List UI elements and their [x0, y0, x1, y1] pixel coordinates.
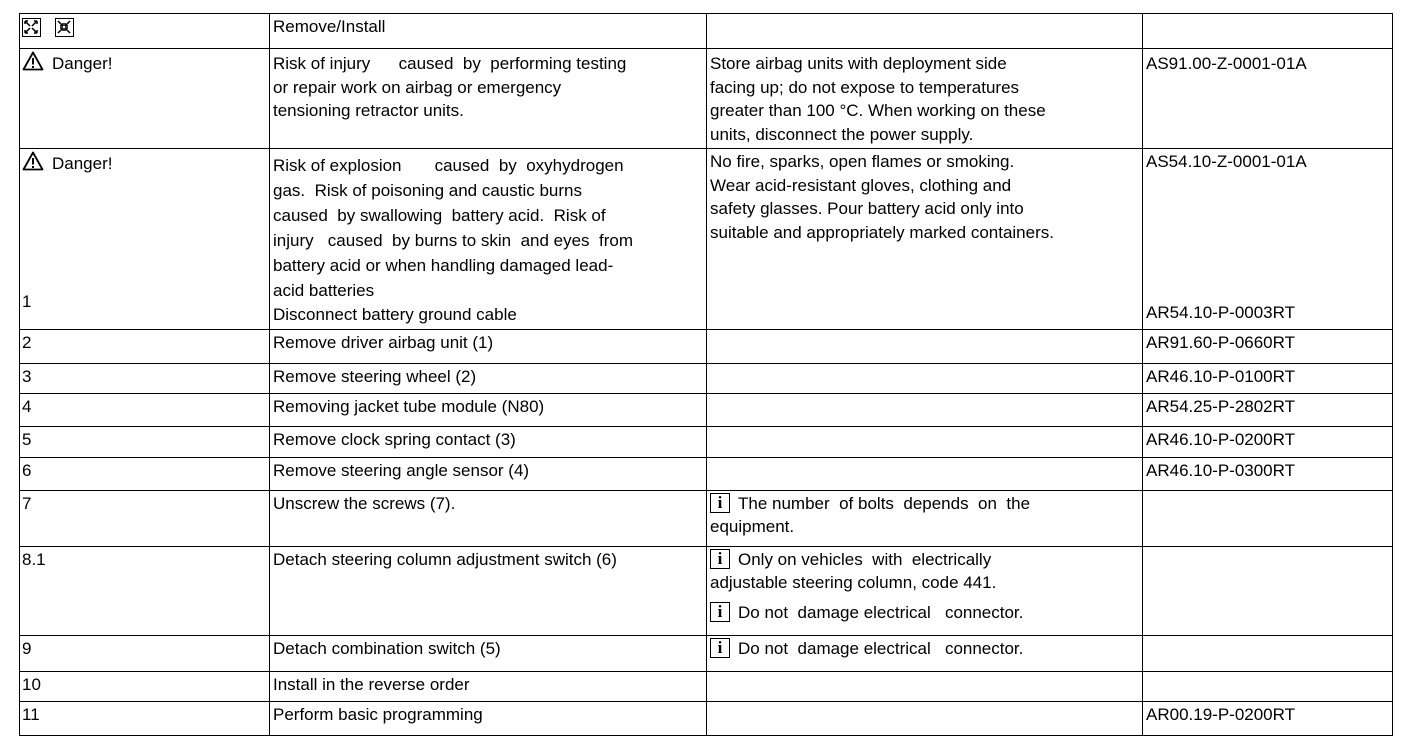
header-row — [20, 14, 1393, 49]
warning-text-line: acid batteries — [273, 281, 375, 300]
reference-cell — [1143, 149, 1393, 330]
warning-text-line: battery acid or when handling damaged lead- — [273, 256, 614, 275]
warning-label: Danger! — [52, 154, 113, 173]
step-row — [20, 671, 1393, 701]
warning-text-line: or repair work on airbag or emergency — [273, 77, 562, 97]
info-note — [710, 637, 1139, 661]
step-number: 3 — [20, 363, 270, 393]
warning-text-line: Risk of explosion caused by oxyhydrogen — [273, 156, 624, 175]
warning-note-line: Store airbag units with deployment side — [710, 54, 1007, 73]
info-note-line: equipment. — [710, 517, 795, 536]
info-icon: i — [710, 549, 730, 569]
step-row — [20, 701, 1393, 735]
step-reference — [1143, 546, 1393, 635]
step-row — [20, 490, 1393, 546]
step-number: 8.1 — [20, 546, 270, 635]
warning-text-cell — [270, 49, 707, 149]
info-icon: i — [710, 602, 730, 622]
step-notes-cell — [707, 426, 1143, 457]
step-notes-cell — [707, 363, 1143, 393]
step-row — [20, 363, 1393, 393]
warning-label: Danger! — [52, 54, 113, 73]
warning-row — [20, 149, 1393, 330]
step-text: Disconnect battery ground cable — [273, 305, 517, 324]
warning-note-line: greater than 100 °C. When working on these — [710, 101, 1046, 120]
warning-note-line: No fire, sparks, open flames or smoking. — [710, 152, 1015, 171]
step-number: 7 — [20, 490, 270, 546]
info-note — [710, 548, 1139, 595]
warning-reference[interactable]: AS54.10-Z-0001-01A — [1146, 152, 1307, 171]
warning-text-line: tensioning retractor units. — [273, 101, 464, 120]
step-reference[interactable]: AR91.60-P-0660RT — [1143, 329, 1393, 363]
step-reference[interactable]: AR54.25-P-2802RT — [1143, 393, 1393, 426]
step-reference[interactable]: AR46.10-P-0100RT — [1143, 363, 1393, 393]
warning-text-line: Risk of injury caused by performing testing — [273, 54, 627, 73]
step-text: Install in the reverse order — [270, 671, 707, 701]
info-icon: i — [710, 638, 730, 658]
warning-text-line: caused by swallowing battery acid. Risk of — [273, 206, 606, 225]
step-notes-cell — [707, 457, 1143, 490]
step-reference[interactable]: AR46.10-P-0200RT — [1143, 426, 1393, 457]
step-text: Unscrew the screws (7). — [270, 490, 707, 546]
warning-label-cell — [20, 149, 270, 330]
info-note-line: Only on vehicles with electrically — [738, 549, 992, 569]
step-row — [20, 426, 1393, 457]
step-number: 2 — [20, 329, 270, 363]
warning-label-cell — [20, 49, 270, 149]
info-icon: i — [710, 493, 730, 513]
info-note — [710, 492, 1139, 539]
warning-text-line: gas. Risk of poisoning and caustic burns — [273, 181, 583, 200]
info-note-line: Do not damage electrical connector. — [738, 602, 1024, 622]
step-text: Remove steering angle sensor (4) — [270, 457, 707, 490]
step-number: 5 — [20, 426, 270, 457]
warning-text-line: injury caused by burns to skin and eyes from — [273, 231, 634, 250]
procedure-table — [19, 13, 1393, 736]
warning-reference[interactable]: AS91.00-Z-0001-01A — [1143, 49, 1393, 149]
warning-note-line: Wear acid-resistant gloves, clothing and — [710, 175, 1012, 195]
step-reference[interactable]: AR54.10-P-0003RT — [1146, 302, 1295, 322]
collapse-icon[interactable] — [55, 18, 74, 37]
step-reference[interactable]: AR00.19-P-0200RT — [1143, 701, 1393, 735]
step-number: 11 — [20, 701, 270, 735]
warning-note-line: suitable and appropriately marked containers. — [710, 222, 1054, 242]
step-text: Removing jacket tube module (N80) — [270, 393, 707, 426]
step-text: Perform basic programming — [270, 701, 707, 735]
step-text: Detach steering column adjustment switch (6) — [270, 546, 707, 635]
header-icons-cell — [20, 14, 270, 49]
step-number: 6 — [20, 457, 270, 490]
step-notes-cell — [707, 671, 1143, 701]
warning-note-line: units, disconnect the power supply. — [710, 124, 974, 144]
warning-note-line: safety glasses. Pour battery acid only into — [710, 199, 1024, 218]
step-number: 10 — [20, 671, 270, 701]
step-reference — [1143, 635, 1393, 671]
step-number: 9 — [20, 635, 270, 671]
step-text: Remove steering wheel (2) — [270, 363, 707, 393]
header-empty-cell — [707, 14, 1143, 49]
step-row — [20, 457, 1393, 490]
header-empty-cell — [1143, 14, 1393, 49]
step-text: Remove driver airbag unit (1) — [270, 329, 707, 363]
step-number: 1 — [22, 291, 32, 311]
warning-note-cell — [707, 149, 1143, 330]
step-text: Detach combination switch (5) — [270, 635, 707, 671]
procedure-document — [19, 13, 1392, 736]
expand-icon[interactable] — [22, 18, 41, 37]
step-notes-cell — [707, 490, 1143, 546]
info-note-line: The number of bolts depends on the — [738, 493, 1031, 513]
warning-row — [20, 49, 1393, 149]
info-note — [710, 601, 1139, 625]
warning-triangle-icon — [22, 51, 44, 78]
step-number: 4 — [20, 393, 270, 426]
warning-text-cell — [270, 149, 707, 330]
step-notes-cell — [707, 546, 1143, 635]
warning-triangle-icon — [22, 151, 44, 178]
warning-note-line: facing up; do not expose to temperatures — [710, 77, 1020, 97]
step-row — [20, 393, 1393, 426]
info-note-line: adjustable steering column, code 441. — [710, 573, 997, 592]
step-notes-cell — [707, 329, 1143, 363]
warning-note-cell — [707, 49, 1143, 149]
step-reference — [1143, 490, 1393, 546]
header-title: Remove/Install — [270, 14, 707, 49]
step-row — [20, 635, 1393, 671]
step-notes-cell — [707, 635, 1143, 671]
step-notes-cell — [707, 393, 1143, 426]
step-row — [20, 329, 1393, 363]
step-reference[interactable]: AR46.10-P-0300RT — [1143, 457, 1393, 490]
step-notes-cell — [707, 701, 1143, 735]
step-reference — [1143, 671, 1393, 701]
step-row — [20, 546, 1393, 635]
step-text: Remove clock spring contact (3) — [270, 426, 707, 457]
info-note-line: Do not damage electrical connector. — [738, 638, 1024, 658]
